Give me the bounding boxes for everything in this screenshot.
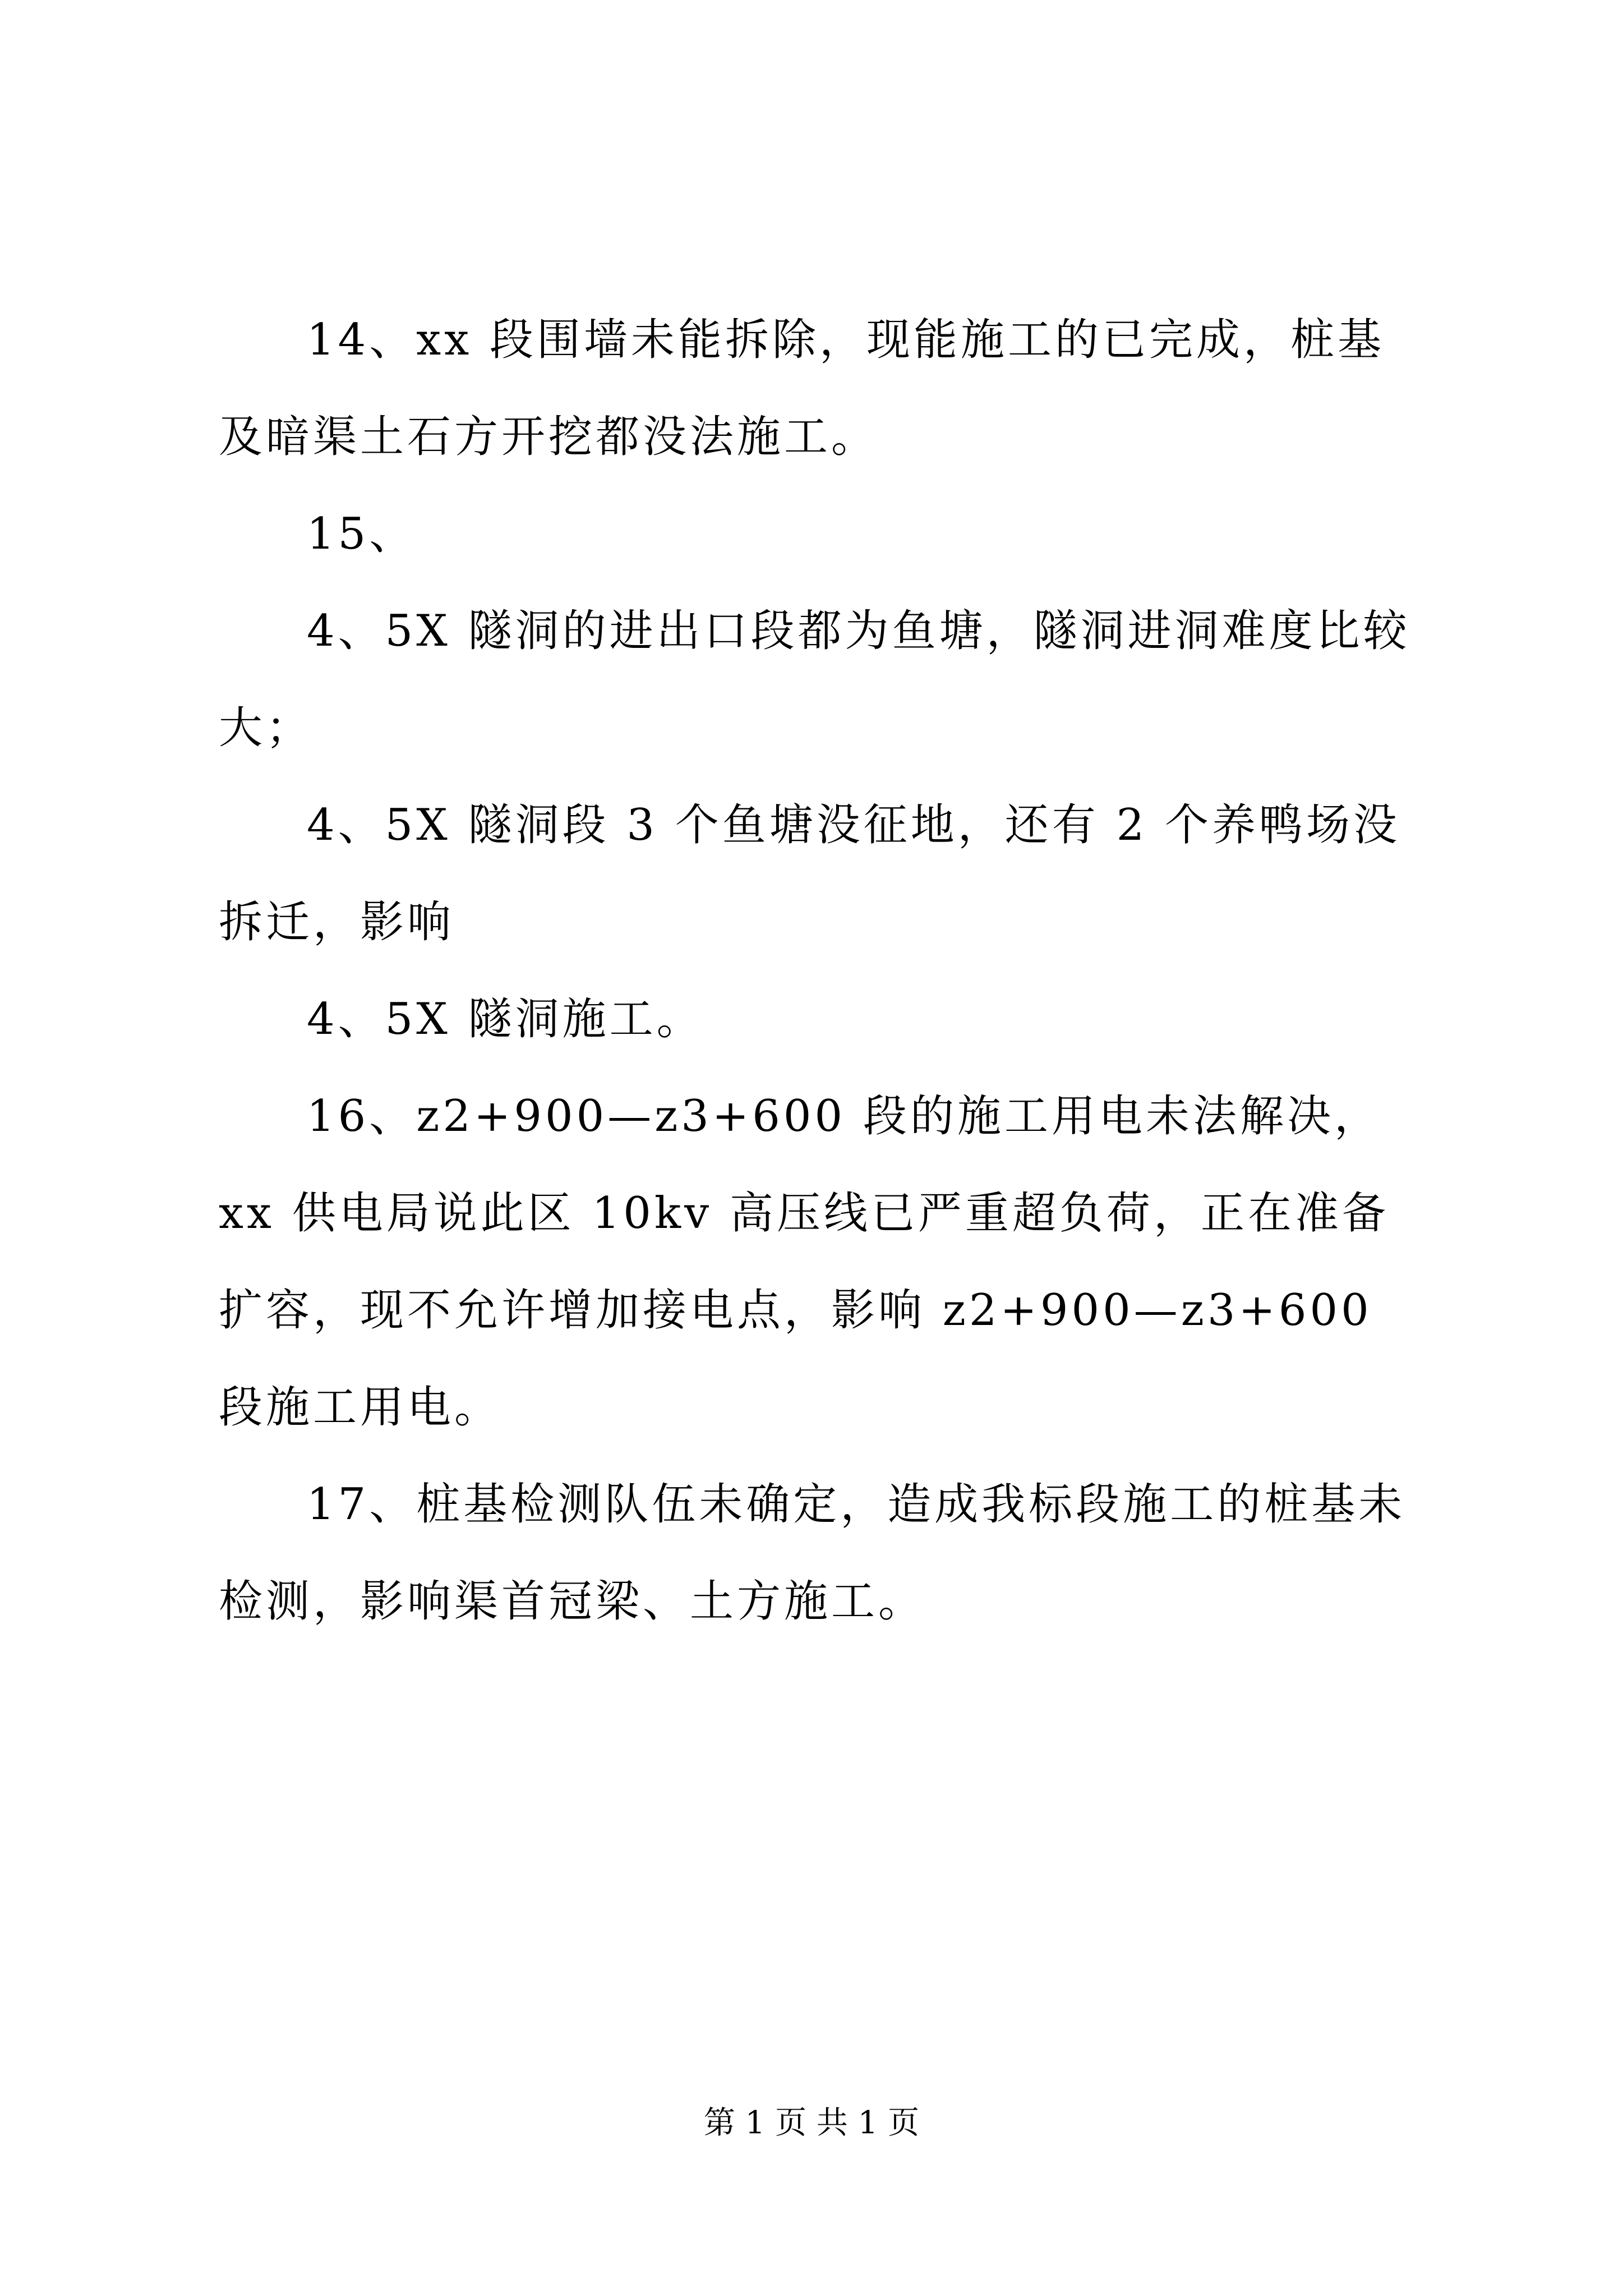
paragraph-17: 17、桩基检测队伍未确定，造成我标段施工的桩基未检测，影响渠首冠梁、土方施工。 xyxy=(219,1479,1406,1627)
paragraph-tunnel-land: 4、5X 隧洞段 3 个鱼塘没征地，还有 2 个养鸭场没拆迁，影响 xyxy=(219,800,1401,947)
paragraph-14: 14、xx 段围墙未能拆除，现能施工的已完成，桩基及暗渠土石方开挖都没法施工。 xyxy=(219,315,1385,462)
page-footer: 第 1 页 共 1 页 xyxy=(703,2105,920,2141)
paragraph-16: 16、z2+900—z3+600 段的施工用电未法解决，xx 供电局说此区 10kv 高压线已严重超负荷，正在准备扩容，现不允许增加接电点，影响 z2+900—z3+600 段施工用电。 xyxy=(219,1091,1389,1433)
paragraph-15: 15、 xyxy=(307,509,417,559)
document-body xyxy=(219,292,1424,1650)
paragraph-tunnel-entrance: 4、5X 隧洞的进出口段都为鱼塘，隧洞进洞难度比较大； xyxy=(219,606,1410,753)
paragraph-tunnel-construction: 4、5X 隧洞施工。 xyxy=(307,994,704,1045)
